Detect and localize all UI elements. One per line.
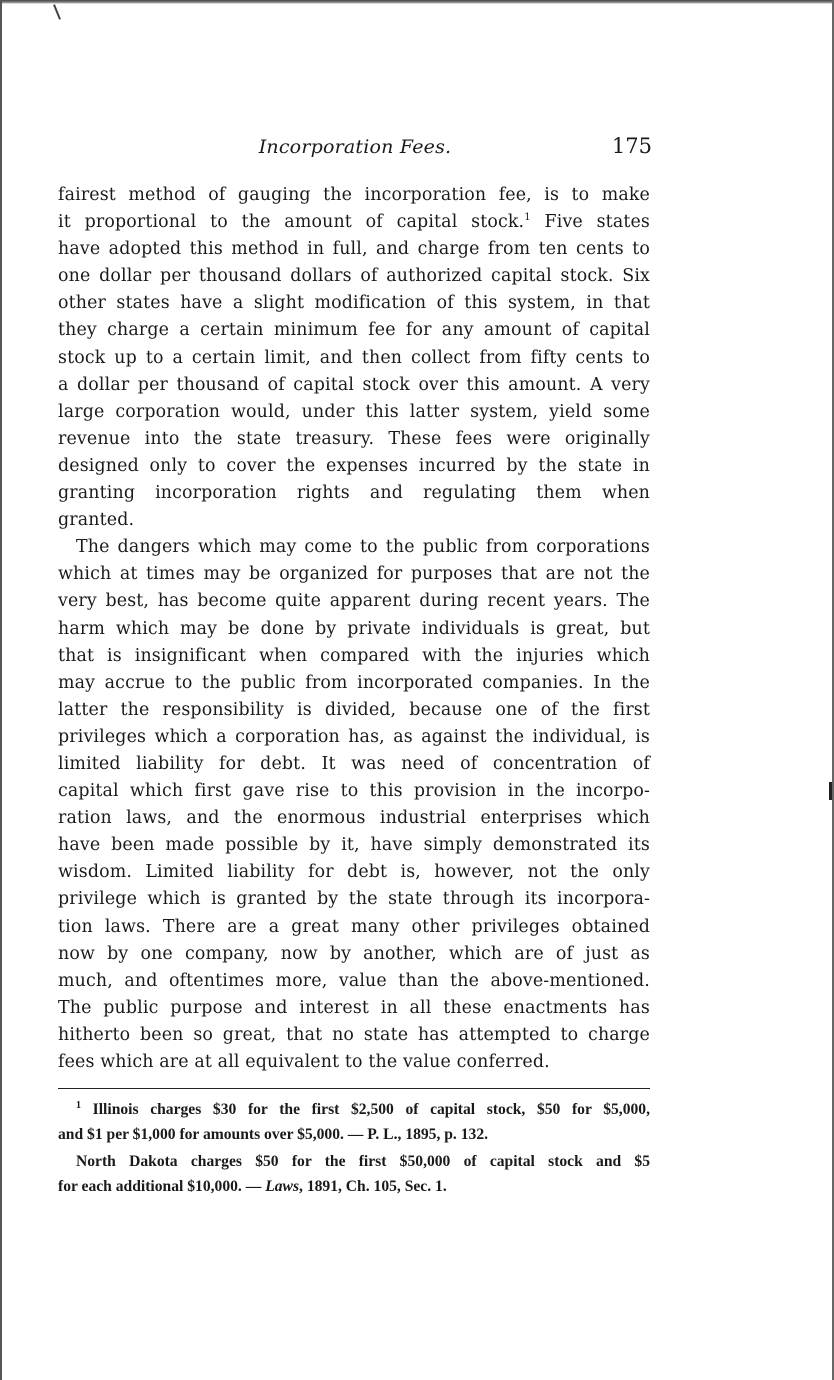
footnotes xyxy=(58,1098,650,1199)
text-line: ration laws, and the enormous industrial enterprises which xyxy=(58,808,650,829)
text-segment-italic: Laws xyxy=(265,1177,300,1195)
footnote-2-line xyxy=(58,1175,650,1200)
text-line: harm which may be done by private individuals is great, but xyxy=(58,618,650,639)
text-line: have been made possible by it, have simply demonstrated its xyxy=(58,835,650,856)
text-line: very best, has become quite apparent during recent years. The xyxy=(58,591,650,612)
text-line: that is insignificant when compared with the injuries which xyxy=(58,645,650,666)
text-line xyxy=(58,209,650,236)
footnote-1-line xyxy=(58,1098,650,1123)
text-line: large corporation would, under this latter system, yield some xyxy=(58,401,650,422)
text-line: granting incorporation rights and regulating them when xyxy=(58,483,650,504)
scan-mark-right xyxy=(829,782,832,800)
running-title: Incorporation Fees. xyxy=(258,136,452,158)
paragraph-1 xyxy=(58,182,650,534)
text-line: stock up to a certain limit, and then collect from fifty cents to xyxy=(58,347,650,368)
text-line: designed only to cover the expenses incurred by the state in xyxy=(58,455,650,476)
text-line: now by one company, now by another, which are of just as xyxy=(58,943,650,964)
text-line: fairest method of gauging the incorporation fee, is to make xyxy=(58,185,650,205)
paragraph-2 xyxy=(58,534,650,1076)
footnote-marker: 1 xyxy=(76,1099,81,1111)
text-line: fees which are at all equivalent to the value conferred. xyxy=(58,1052,550,1072)
scan-mark xyxy=(53,4,61,20)
text-line: a dollar per thousand of capital stock over this amount. A very xyxy=(58,374,650,395)
text-line: tion laws. There are a great many other privileges obtained xyxy=(58,916,650,937)
text-line: privilege which is granted by the state through its incorpora- xyxy=(58,889,650,910)
text-segment: it proportional to the amount of capital stock. xyxy=(58,212,525,233)
text-line: latter the responsibility is divided, because one of the first xyxy=(58,699,650,720)
text-line: other states have a slight modification of this system, in that xyxy=(58,293,650,314)
text-line: The dangers which may come to the public from corporations xyxy=(76,537,650,558)
text-line: capital which first gave rise to this provision in the incorpo- xyxy=(58,781,650,802)
text-line: privileges which a corporation has, as against the individual, is xyxy=(58,726,650,747)
text-line: have adopted this method in full, and charge from ten cents to xyxy=(58,239,650,260)
text-line: granted. xyxy=(58,510,135,531)
scan-edge-top xyxy=(0,0,834,4)
text-line: which at times may be organized for purposes that are not the xyxy=(58,564,650,585)
body-text xyxy=(58,182,650,1076)
footnote-rule xyxy=(58,1088,650,1089)
text-line: The public purpose and interest in all these enactments has xyxy=(58,997,650,1018)
text-segment: , 1891, Ch. 105, Sec. 1. xyxy=(299,1177,447,1195)
footnote-2-line: North Dakota charges $50 for the first $50,000 of capital stock and $5 xyxy=(76,1153,650,1170)
text-segment: Illinois charges $30 for the first $2,500 of capital stock, $50 for $5,000, xyxy=(81,1101,650,1118)
page-header xyxy=(58,134,652,166)
text-segment: for each additional $10,000. — xyxy=(58,1177,266,1195)
text-line: one dollar per thousand dollars of authorized capital stock. Six xyxy=(58,266,650,287)
scan-edge-left xyxy=(0,0,2,1380)
footnote-ref: 1 xyxy=(524,212,531,224)
text-line: wisdom. Limited liability for debt is, however, not the only xyxy=(58,862,650,883)
text-line: may accrue to the public from incorporated companies. In the xyxy=(58,672,650,693)
text-line: hitherto been so great, that no state has attempted to charge xyxy=(58,1024,650,1045)
text-line: limited liability for debt. It was need of concentration of xyxy=(58,753,650,774)
footnote-1-line: and $1 per $1,000 for amounts over $5,000. — P. L., 1895, p. 132. xyxy=(58,1125,489,1143)
text-line: they charge a certain minimum fee for any amount of capital xyxy=(58,320,650,341)
text-segment: Five states xyxy=(530,212,650,233)
page-number: 175 xyxy=(611,134,652,158)
text-line: much, and oftentimes more, value than the above-mentioned. xyxy=(58,970,650,991)
text-line: revenue into the state treasury. These fees were originally xyxy=(58,428,650,449)
